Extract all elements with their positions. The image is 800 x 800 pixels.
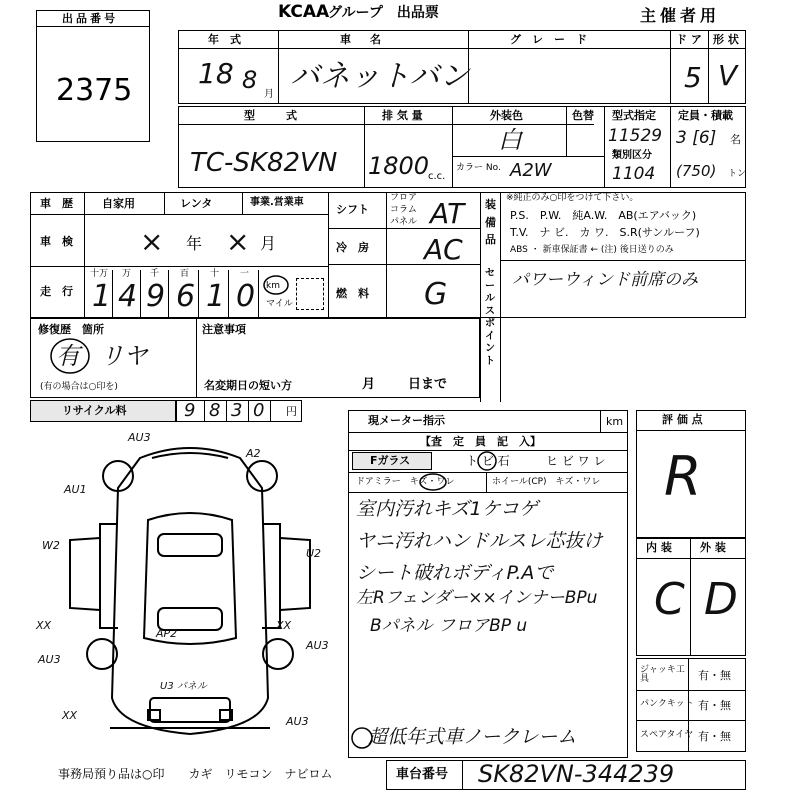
mirror-label: ドアミラー キズ・ワレ xyxy=(356,477,455,487)
mark-u2: U2 xyxy=(306,547,322,560)
spare-label: スペアタイヤ xyxy=(640,730,694,740)
interior-label: 内 装 xyxy=(646,541,672,554)
ext-color-value: 白 xyxy=(498,126,522,154)
recycle-label: リサイクル料 xyxy=(62,404,127,417)
car-diagram xyxy=(40,428,340,758)
mark-au3-top: AU3 xyxy=(128,431,151,444)
meter-km: km xyxy=(606,415,624,428)
type-label: 型 式 xyxy=(244,109,307,122)
inspection-year: × xyxy=(140,225,164,258)
capacity-load: (750) xyxy=(676,162,717,180)
color-no-label: カラー No. xyxy=(456,163,501,173)
score-value: R xyxy=(664,445,702,508)
inspection-month-unit: 月 xyxy=(260,234,277,253)
private-label: 自家用 xyxy=(102,197,135,210)
mark-au1: AU1 xyxy=(64,483,87,496)
digit-label-2: 万 xyxy=(122,269,132,279)
year-label: 年 式 xyxy=(208,33,241,46)
door-label: ド ア xyxy=(676,33,702,46)
month-unit: 月 xyxy=(264,89,274,100)
equip-line-2: T.V. ナ ビ. カ ワ. S.R(サンルーフ) xyxy=(510,226,700,239)
shift-value: AT xyxy=(430,197,465,230)
shift-column: コラム xyxy=(390,205,417,215)
inspection-month: × xyxy=(226,225,250,258)
capacity-label: 定員・積載 xyxy=(678,109,733,122)
recycle-digit-1: 9 xyxy=(184,400,196,421)
mark-u3-panel: U3 パネル xyxy=(160,681,207,692)
equip-line-3: ABS ・ 新車保証書 ← (注) 後日送りのみ xyxy=(510,245,674,255)
grade-label: グ レ ー ド xyxy=(510,33,587,46)
mark-w2: W2 xyxy=(42,539,60,552)
inspector-note-5: Bパネル フロアBP u xyxy=(370,616,528,636)
organizer-label: 主催者用 xyxy=(640,6,721,25)
ext-color-label: 外装色 xyxy=(490,109,523,122)
sales-point-value: パワーウィンド前席のみ xyxy=(512,270,698,290)
interior-value: C xyxy=(654,574,685,625)
inspector-bottom-note: 超低年式車ノークレーム xyxy=(368,726,577,748)
inspector-note-4: 左Rフェンダー××インナーBPu xyxy=(356,588,598,608)
tobi-label: ト ビ 石 xyxy=(466,454,510,468)
mileage-digit-6: 0 xyxy=(236,279,256,314)
equip-label: 装備品 xyxy=(485,198,496,247)
mileage-digit-3: 9 xyxy=(146,279,166,314)
inspector-section-label: 【査 定 員 記 入】 xyxy=(420,435,541,448)
fglass-label: Fガラス xyxy=(370,454,411,467)
day-label: 日まで xyxy=(408,377,448,392)
brand-logo: KCAA xyxy=(278,2,330,22)
digit-label-1: 十万 xyxy=(90,269,109,279)
capacity-unit-load: トン xyxy=(728,169,747,179)
mark-xx-right: XX xyxy=(276,619,292,632)
color-change-label: 色替 xyxy=(572,109,594,122)
equip-note: ※純正のみ○印をつけて下さい。 xyxy=(506,193,639,203)
digit-label-5: 十 xyxy=(210,269,220,279)
month-value: 8 xyxy=(242,66,258,94)
mileage-label: 走 行 xyxy=(40,285,73,298)
meter-label: 現メーター指示 xyxy=(368,414,445,427)
recycle-yen: 円 xyxy=(286,405,297,418)
spare-yes-no: 有・無 xyxy=(698,730,731,743)
capacity-persons: 3 [6] xyxy=(676,128,717,148)
wheel-label: ホイール(CP) キズ・ワレ xyxy=(492,477,601,487)
repair-note: (有の場合は○印を) xyxy=(40,382,118,392)
hibi-label: ヒ ビ ワ レ xyxy=(546,454,606,468)
km-circle xyxy=(262,274,292,296)
recycle-digit-3: 3 xyxy=(231,400,243,421)
type-value: TC-SK82VN xyxy=(190,148,338,178)
model-name-label: 車 名 xyxy=(340,33,385,46)
mark-au3-left: AU3 xyxy=(38,653,61,666)
displacement-value: 1800 xyxy=(368,152,430,180)
chassis-label: 車台番号 xyxy=(396,767,449,782)
caution-label: 注意事項 xyxy=(202,323,246,336)
recycle-digit-4: 0 xyxy=(253,400,265,421)
color-no-value: A2W xyxy=(510,160,552,181)
inspection-label: 車 検 xyxy=(40,235,73,248)
mileage-digit-2: 4 xyxy=(118,279,138,314)
tobi-circle xyxy=(476,450,498,472)
shape-label: 形 状 xyxy=(713,33,739,46)
km-unit: km xyxy=(266,281,280,291)
fuel-value: G xyxy=(424,277,448,312)
repair-yes: 有 xyxy=(56,342,80,370)
exterior-value: D xyxy=(704,574,738,625)
short-period-label: 名変期日の短い方 xyxy=(204,379,292,392)
inspector-note-3: シート破れボディP.Aで xyxy=(356,562,554,584)
chassis-value: SK82VN-344239 xyxy=(478,760,675,788)
mile-unit: マイル xyxy=(266,299,293,309)
capacity-unit-person: 名 xyxy=(730,133,741,146)
model-name-value: バネットバン xyxy=(290,59,470,94)
type-spec-value: 11529 xyxy=(608,126,663,146)
mileage-digit-1: 1 xyxy=(92,279,112,314)
mark-au3-bottom: AU3 xyxy=(286,715,309,728)
mark-a2-top: A2 xyxy=(246,447,261,460)
inspector-note-2: ヤニ汚れハンドルスレ芯抜け xyxy=(356,530,603,552)
repair-yes-circle xyxy=(48,336,92,376)
rental-label: レンタ xyxy=(180,197,213,210)
footer-note: 事務局預り品は○印 カギ リモコン ナビロム xyxy=(58,767,333,781)
equip-line-1: P.S. P.W. 純A.W. AB(エアバック) xyxy=(510,209,697,222)
digit-label-6: 一 xyxy=(240,269,250,279)
score-label: 評 価 点 xyxy=(662,413,703,426)
shift-label: シフト xyxy=(336,203,369,216)
sales-point-label: セールスポイント xyxy=(485,268,495,367)
recycle-digit-2: 8 xyxy=(209,400,221,421)
inspector-note-1: 室内汚れキズ1ケコゲ xyxy=(356,498,538,520)
ac-value: AC xyxy=(424,233,463,266)
puncture-label: パンクキット xyxy=(640,699,694,709)
class-label: 類別区分 xyxy=(612,150,652,161)
fuel-label: 燃 料 xyxy=(336,287,369,300)
mileage-digit-4: 6 xyxy=(176,279,196,314)
cc-unit: c.c. xyxy=(428,171,446,182)
digit-label-3: 千 xyxy=(150,269,160,279)
exterior-label: 外 装 xyxy=(700,541,726,554)
door-value: 5 xyxy=(684,61,702,94)
displacement-label: 排 気 量 xyxy=(382,109,423,122)
class-value: 1104 xyxy=(612,164,656,184)
month-label: 月 xyxy=(362,377,376,392)
mark-ap2: AP2 xyxy=(156,627,178,640)
shift-floor: フロア xyxy=(390,193,418,203)
jack-yes-no: 有・無 xyxy=(698,669,731,682)
mirror-circle xyxy=(418,472,448,492)
shape-value: V xyxy=(718,59,738,92)
puncture-yes-no: 有・無 xyxy=(698,699,731,712)
lot-number-label: 出品番号 xyxy=(62,12,118,25)
history-label: 車 歴 xyxy=(40,197,73,210)
mark-au3-right: AU3 xyxy=(306,639,329,652)
jack-label: ジャッキ工 具 xyxy=(640,665,694,684)
bottom-note-circle xyxy=(350,726,374,750)
repair-label: 修復歴 箇所 xyxy=(38,323,104,336)
mark-xx-left: XX xyxy=(36,619,52,632)
ac-label: 冷 房 xyxy=(336,241,369,254)
repair-where: リヤ xyxy=(100,342,148,370)
lot-number: 2375 xyxy=(56,73,133,108)
mark-xx-bottom: XX xyxy=(62,709,78,722)
mileage-digit-5: 1 xyxy=(206,279,226,314)
sheet-title: グループ 出品票 xyxy=(328,5,439,21)
shift-panel: パネル xyxy=(390,217,418,227)
business-label: 事業.営業車 xyxy=(250,197,304,208)
digit-label-4: 百 xyxy=(180,269,190,279)
inspection-year-unit: 年 xyxy=(186,234,203,253)
year-value: 18 xyxy=(198,57,234,90)
type-spec-label: 型式指定 xyxy=(612,109,656,122)
